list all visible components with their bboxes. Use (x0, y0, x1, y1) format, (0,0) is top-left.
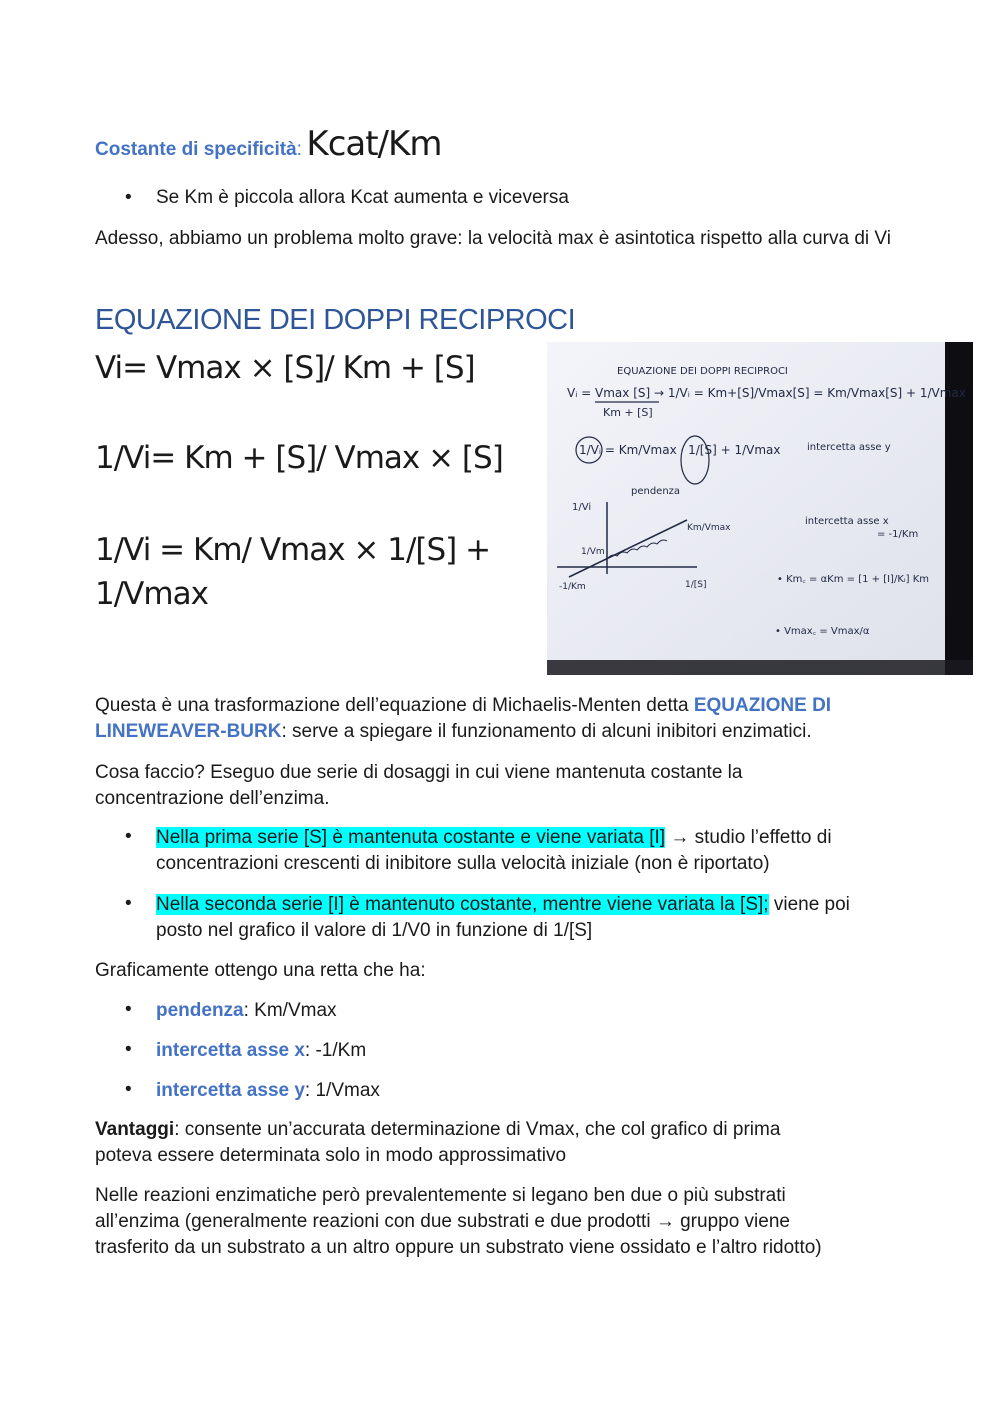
lineweaver-bold1: EQUAZIONE DI (693, 695, 832, 716)
vantaggi-label: Vantaggi (95, 1119, 175, 1140)
bullet-serie2 (156, 892, 850, 944)
photo-one-vmax: 1/Vm (581, 547, 605, 557)
specificity-constant-line (95, 124, 441, 164)
paragraph-asymptote: Adesso, abbiamo un problema molto grave: la velocità max è asintotica rispetto alla curva di Vi (95, 228, 891, 249)
photo-km-vmax: Km/Vmax (687, 523, 731, 533)
photo-eq1: Vᵢ = Vmax [S] → 1/Vᵢ = Km+[S]/Vmax[S] = Km/Vmax[S] + 1/Vmax (567, 386, 966, 400)
equation-michaelis: Vi= Vmax × [S]/ Km + [S] (95, 350, 475, 386)
bullet-marker: • (125, 1079, 132, 1100)
bullet-km-kcat: Se Km è piccola allora Kcat aumenta e viceversa (156, 187, 569, 208)
prop-intercetta-x-value: : -1/Km (304, 1040, 367, 1061)
prop-intercetta-x (156, 1038, 366, 1064)
prop-pendenza-label: pendenza (156, 1000, 244, 1021)
serie2-highlight: Nella seconda serie [I] è mantenuto costante, mentre viene variata la [S]; (156, 894, 769, 915)
photo-intercetta-y: intercetta asse y (807, 442, 891, 453)
section-heading: EQUAZIONE DEI DOPPI RECIPROCI (95, 304, 576, 336)
vantaggi-line2: poteva essere determinata solo in modo approssimativo (95, 1145, 567, 1166)
photo-title: EQUAZIONE DEI DOPPI RECIPROCI (617, 366, 788, 377)
photo-minus-one-km: -1/Km (559, 582, 586, 592)
svg-text:• Vmax꜀ = Vmax/α: • Vmax꜀ = Vmax/α (775, 626, 870, 637)
specificity-value: Kcat/Km (306, 124, 442, 164)
handwritten-notes-photo (547, 342, 973, 675)
equation-reciprocal: 1/Vi= Km + [S]/ Vmax × [S] (95, 440, 503, 476)
cosa-faccio-line2: concentrazione dell’enzima. (95, 788, 330, 809)
prop-intercetta-y-label: intercetta asse y (156, 1080, 305, 1101)
bullet-serie1 (156, 825, 832, 877)
lineweaver-pre: Questa è una trasformazione dell’equazione di Michaelis-Menten detta (95, 695, 694, 716)
photo-pendenza: pendenza (631, 486, 681, 497)
paragraph-nelle-reazioni (95, 1183, 925, 1261)
serie1-line2: concentrazioni crescenti di inibitore sulla velocità iniziale (non è riportato) (156, 853, 770, 874)
serie1-rest: → studio l’effetto di (665, 827, 832, 848)
serie2-line2: posto nel grafico il valore di 1/V0 in funzione di 1/[S] (156, 920, 593, 941)
photo-one-s: 1/[S] (685, 580, 707, 590)
serie2-rest: viene poi (768, 894, 850, 915)
svg-text:• Km꜀ = αKm = [1 + [I]/Kᵢ] Km: • Km꜀ = αKm = [1 + [I]/Kᵢ] Km (777, 574, 930, 585)
equation-lineweaver-line2: 1/Vmax (95, 576, 208, 612)
bullet-marker: • (125, 893, 132, 914)
specificity-colon: : (296, 139, 302, 160)
nelle-reazioni-line3: trasferito da un substrato a un altro oppure un substrato viene ossidato e l’altro ridotto) (95, 1237, 822, 1258)
prop-intercetta-y (156, 1078, 380, 1104)
nelle-reazioni-line1: Nelle reazioni enzimatiche però prevalentemente si legano ben due o più substrati (95, 1185, 786, 1206)
prop-pendenza (156, 998, 337, 1024)
prop-intercetta-y-value: : 1/Vmax (304, 1080, 380, 1101)
svg-text:Km + [S]: Km + [S] (603, 406, 653, 419)
svg-text:1/Vᵢ = Km/Vmax · 1/[S] + 1/Vma: 1/Vᵢ = Km/Vmax · 1/[S] + 1/Vmax (579, 443, 781, 457)
prop-pendenza-value: : Km/Vmax (243, 1000, 337, 1021)
photo-one-vi: 1/Vi (572, 502, 592, 513)
lineweaver-bold2: LINEWEAVER-BURK (95, 721, 282, 742)
vantaggi-line1: : consente un’accurata determinazione di Vmax, che col grafico di prima (174, 1119, 781, 1140)
paragraph-vantaggi (95, 1117, 915, 1169)
lineweaver-post: : serve a spiegare il funzionamento di alcuni inibitori enzimatici. (281, 721, 812, 742)
paragraph-graficamente: Graficamente ottengo una retta che ha: (95, 960, 426, 981)
handwritten-notes-drawing (547, 342, 973, 675)
serie1-highlight: Nella prima serie [S] è mantenuta costante e viene variata [I] (156, 827, 666, 848)
cosa-faccio-line1: Cosa faccio? Eseguo due serie di dosaggi in cui viene mantenuta costante la (95, 762, 743, 783)
equation-lineweaver-line1: 1/Vi = Km/ Vmax × 1/[S] + (95, 532, 491, 568)
photo-intercetta-x: intercetta asse x (805, 516, 889, 527)
bullet-marker: • (125, 1039, 132, 1060)
bullet-marker: • (125, 999, 132, 1020)
bullet-marker: • (125, 187, 132, 208)
bullet-marker: • (125, 826, 132, 847)
paragraph-lineweaver (95, 693, 915, 745)
paragraph-cosa-faccio (95, 760, 915, 812)
nelle-reazioni-line2: all’enzima (generalmente reazioni con due substrati e due prodotti → gruppo viene (95, 1211, 790, 1232)
specificity-label: Costante di specificità (95, 139, 297, 160)
svg-text:= -1/Km: = -1/Km (877, 529, 919, 540)
prop-intercetta-x-label: intercetta asse x (156, 1040, 305, 1061)
